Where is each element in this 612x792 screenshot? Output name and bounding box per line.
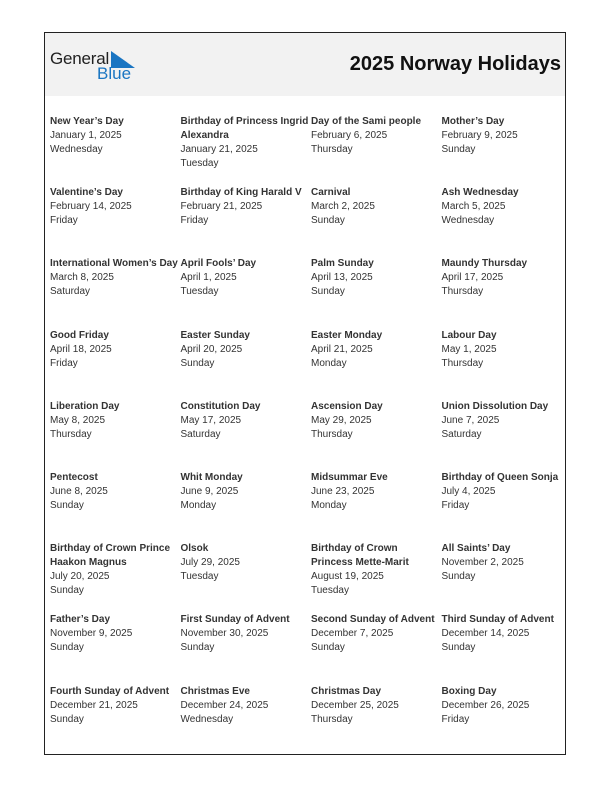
- holiday-name: Midsummar Eve: [311, 471, 388, 483]
- holiday-entry: [50, 400, 181, 471]
- holiday-name: Father’s Day: [50, 614, 111, 626]
- holiday-grid: [50, 115, 566, 756]
- holiday-weekday: Sunday: [180, 642, 215, 654]
- holiday-entry: [181, 400, 312, 471]
- holiday-weekday: Friday: [441, 499, 470, 511]
- holiday-weekday: Tuesday: [180, 158, 219, 169]
- logo-blue-text: Blue: [97, 64, 132, 83]
- holiday-entry: [181, 613, 312, 684]
- holiday-entry: [311, 613, 442, 684]
- holiday-entry: [181, 115, 312, 186]
- holiday-date: November 30, 2025: [180, 628, 269, 640]
- holiday-name: Palm Sunday: [311, 258, 374, 270]
- holiday-date: March 2, 2025: [311, 201, 375, 213]
- holiday-weekday: Wednesday: [441, 215, 495, 227]
- holiday-weekday: Monday: [311, 499, 347, 511]
- holiday-date: December 25, 2025: [311, 699, 399, 711]
- holiday-weekday: Wednesday: [180, 713, 234, 725]
- holiday-entry: [311, 400, 442, 471]
- holiday-date: January 21, 2025: [180, 144, 258, 155]
- holiday-weekday: Monday: [311, 357, 347, 369]
- holiday-date: February 6, 2025: [311, 130, 388, 141]
- holiday-date: April 20, 2025: [180, 343, 243, 355]
- holiday-weekday: Wednesday: [50, 144, 103, 155]
- holiday-weekday: Sunday: [441, 144, 476, 155]
- holiday-entry: [181, 186, 312, 257]
- holiday-name: Carnival: [311, 187, 351, 199]
- holiday-weekday: Sunday: [180, 357, 215, 369]
- holiday-name: Birthday of Crown Prince Haakon Magnus: [50, 543, 171, 569]
- holiday-entry: [311, 542, 442, 613]
- holiday-date: April 1, 2025: [180, 272, 237, 284]
- holiday-entry: [181, 685, 312, 756]
- holiday-name: April Fools’ Day: [180, 258, 257, 270]
- holiday-name: Labour Day: [441, 329, 497, 341]
- holiday-name: Good Friday: [50, 329, 109, 341]
- holiday-name: Birthday of King Harald V: [180, 187, 302, 199]
- holiday-date: March 8, 2025: [50, 272, 114, 284]
- holiday-weekday: Tuesday: [180, 286, 219, 298]
- holiday-weekday: Thursday: [311, 428, 353, 440]
- holiday-date: March 5, 2025: [441, 201, 506, 213]
- holiday-name: Birthday of Princess Ingrid Alexandra: [180, 116, 309, 141]
- holiday-date: May 8, 2025: [50, 414, 106, 426]
- holiday-date: May 17, 2025: [180, 414, 242, 426]
- holiday-date: December 26, 2025: [441, 699, 530, 711]
- holiday-date: December 21, 2025: [50, 699, 138, 711]
- holiday-date: July 20, 2025: [50, 571, 110, 583]
- holiday-name: Maundy Thursday: [441, 258, 528, 270]
- holiday-weekday: Tuesday: [180, 571, 219, 583]
- holiday-entry: [181, 542, 312, 613]
- holiday-name: International Women’s Day: [50, 258, 178, 270]
- holiday-name: Whit Monday: [180, 471, 243, 483]
- holiday-name: Liberation Day: [50, 400, 120, 412]
- holiday-entry: [442, 685, 566, 756]
- holiday-weekday: Tuesday: [311, 585, 349, 597]
- holiday-entry: [442, 471, 566, 542]
- holiday-weekday: Sunday: [50, 642, 84, 654]
- holiday-entry: [442, 257, 566, 328]
- holiday-name: Pentecost: [50, 471, 98, 483]
- holiday-date: May 1, 2025: [441, 343, 497, 355]
- holiday-entry: [311, 471, 442, 542]
- holiday-date: June 9, 2025: [180, 485, 239, 497]
- holiday-entry: [311, 685, 442, 756]
- holiday-name: Fourth Sunday of Advent: [50, 685, 170, 697]
- holiday-date: January 1, 2025: [50, 130, 122, 141]
- holiday-entry: [442, 400, 566, 471]
- holiday-name: New Year’s Day: [50, 116, 124, 127]
- holiday-entry: [50, 257, 181, 328]
- holiday-weekday: Friday: [441, 713, 470, 725]
- holiday-weekday: Thursday: [311, 713, 353, 725]
- holiday-entry: [311, 186, 442, 257]
- holiday-entry: [50, 115, 181, 186]
- holiday-name: Union Dissolution Day: [441, 400, 549, 412]
- holiday-entry: [442, 115, 566, 186]
- holiday-entry: [50, 613, 181, 684]
- holiday-entry: [442, 542, 566, 613]
- holiday-weekday: Sunday: [311, 642, 345, 654]
- holiday-entry: [50, 329, 181, 400]
- holiday-entry: [50, 471, 181, 542]
- holiday-name: Constitution Day: [180, 400, 261, 412]
- holiday-name: Birthday of Crown Princess Mette-Marit: [311, 543, 409, 569]
- holiday-entry: [50, 542, 181, 613]
- holiday-weekday: Sunday: [50, 585, 84, 597]
- holiday-weekday: Sunday: [311, 215, 345, 227]
- holiday-name: Day of the Sami people: [311, 116, 422, 127]
- holiday-date: February 9, 2025: [441, 130, 518, 141]
- holiday-weekday: Sunday: [311, 286, 345, 298]
- holiday-weekday: Thursday: [50, 428, 92, 440]
- logo: [50, 49, 140, 85]
- holiday-date: April 21, 2025: [311, 343, 373, 355]
- holiday-name: Second Sunday of Advent: [311, 614, 435, 626]
- holiday-date: August 19, 2025: [311, 571, 384, 583]
- holiday-date: February 14, 2025: [50, 201, 132, 213]
- holiday-date: May 29, 2025: [311, 414, 372, 426]
- holiday-date: November 2, 2025: [441, 557, 524, 569]
- holiday-date: June 7, 2025: [441, 414, 500, 426]
- holiday-weekday: Thursday: [311, 144, 353, 155]
- holiday-name: Mother’s Day: [441, 116, 505, 127]
- holiday-name: Olsok: [180, 543, 209, 555]
- holiday-name: Ash Wednesday: [441, 187, 519, 199]
- holiday-entry: [181, 471, 312, 542]
- calendar-page: [44, 32, 566, 755]
- holiday-entry: [311, 115, 442, 186]
- holiday-name: First Sunday of Advent: [180, 614, 290, 626]
- holiday-name: Christmas Eve: [180, 685, 250, 697]
- logo-general-text: General: [50, 49, 110, 68]
- holiday-weekday: Sunday: [50, 713, 84, 725]
- holiday-name: Valentine’s Day: [50, 187, 123, 199]
- holiday-name: Christmas Day: [311, 685, 382, 697]
- holiday-date: December 7, 2025: [311, 628, 394, 640]
- holiday-date: February 21, 2025: [180, 201, 263, 213]
- holiday-name: Birthday of Queen Sonja: [441, 471, 559, 483]
- holiday-name: Easter Monday: [311, 329, 383, 341]
- holiday-entry: [181, 257, 312, 328]
- holiday-weekday: Thursday: [441, 357, 484, 369]
- holiday-weekday: Monday: [180, 499, 217, 511]
- holiday-name: All Saints’ Day: [441, 543, 511, 555]
- holiday-date: July 4, 2025: [441, 485, 496, 497]
- holiday-date: June 8, 2025: [50, 485, 108, 497]
- holiday-weekday: Thursday: [441, 286, 484, 298]
- holiday-weekday: Saturday: [50, 286, 91, 298]
- holiday-weekday: Friday: [180, 215, 209, 227]
- holiday-weekday: Saturday: [441, 428, 482, 440]
- holiday-date: April 17, 2025: [441, 272, 504, 284]
- holiday-name: Third Sunday of Advent: [441, 614, 554, 626]
- holiday-date: November 9, 2025: [50, 628, 133, 640]
- holiday-weekday: Friday: [50, 215, 78, 227]
- holiday-entry: [311, 329, 442, 400]
- page-title: 2025 Norway Holidays: [349, 53, 561, 75]
- holiday-entry: [50, 685, 181, 756]
- holiday-date: December 24, 2025: [180, 699, 269, 711]
- holiday-entry: [181, 329, 312, 400]
- holiday-name: Ascension Day: [311, 400, 383, 412]
- holiday-entry: [311, 257, 442, 328]
- holiday-weekday: Friday: [50, 357, 78, 369]
- holiday-date: July 29, 2025: [180, 557, 240, 569]
- holiday-entry: [442, 186, 566, 257]
- holiday-weekday: Sunday: [50, 499, 84, 511]
- holiday-entry: [442, 329, 566, 400]
- holiday-weekday: Sunday: [441, 571, 476, 583]
- holiday-name: Easter Sunday: [180, 329, 250, 341]
- holiday-name: Boxing Day: [441, 685, 497, 697]
- holiday-date: December 14, 2025: [441, 628, 530, 640]
- holiday-date: April 13, 2025: [311, 272, 373, 284]
- holiday-entry: [442, 613, 566, 684]
- holiday-date: April 18, 2025: [50, 343, 112, 355]
- page-header: [45, 33, 565, 96]
- holiday-weekday: Sunday: [441, 642, 476, 654]
- holiday-weekday: Saturday: [180, 428, 221, 440]
- holiday-date: June 23, 2025: [311, 485, 375, 497]
- holiday-entry: [50, 186, 181, 257]
